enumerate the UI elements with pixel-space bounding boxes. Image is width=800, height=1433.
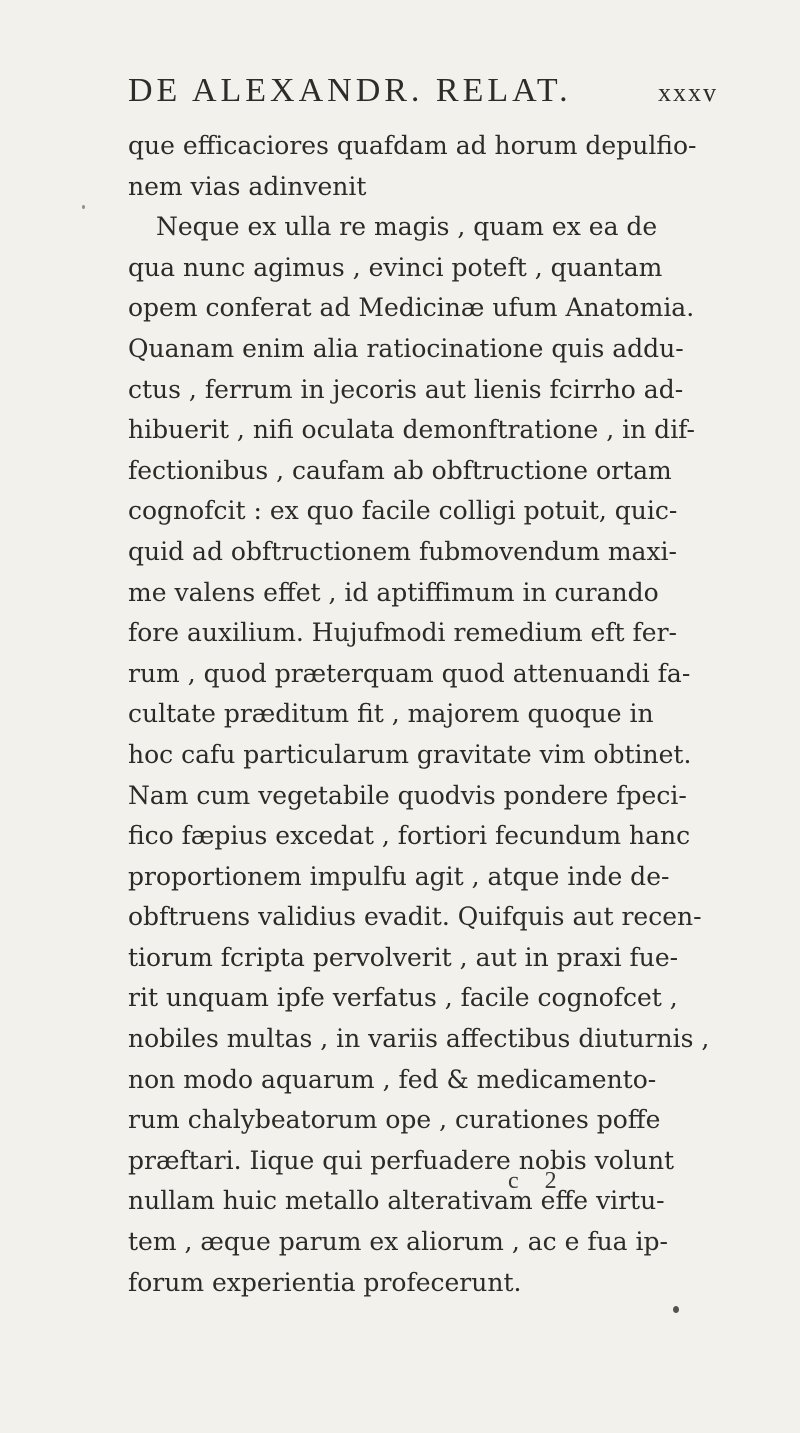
text-line: fectionibus , caufam ab obftructione ortam <box>128 455 672 485</box>
text-line: hibuerit , nifi oculata demonftratione , in dif- <box>128 415 695 445</box>
text-line: opem conferat ad Medicinæ ufum Anatomia. <box>128 293 695 323</box>
running-head-title: DE ALEXANDR. RELAT. <box>128 72 572 109</box>
text-line: rit unquam ipfe verfatus , facile cognofcet , <box>128 983 678 1013</box>
text-line: Quanam enim alia ratiocinatione quis addu- <box>128 333 684 363</box>
text-line: rum , quod præterquam quod attenuandi fa- <box>128 658 691 688</box>
text-line: que efficaciores quafdam ad horum depulfio- <box>128 131 697 160</box>
text-line: obftruens validius evadit. Quifquis aut recen- <box>128 902 702 932</box>
text-line: nobiles multas , in variis affectibus diuturnis , <box>128 1024 710 1054</box>
text-line: rum chalybeatorum ope , curationes poffe <box>128 1105 661 1135</box>
text-line: fico fæpius excedat , fortiori fecundum hanc <box>128 821 691 851</box>
text-line: nem vias adinvenit <box>128 171 367 201</box>
text-line: me valens effet , id aptiffimum in curando <box>128 577 659 607</box>
text-line: Neque ex ulla re magis , quam ex ea de <box>156 212 658 242</box>
text-line: cognofcit : ex quo facile colligi potuit, quic- <box>128 496 678 526</box>
ink-speck <box>673 1306 679 1313</box>
text-line: hoc cafu particularum gravitate vim obtinet. <box>128 739 692 769</box>
ink-speck <box>82 205 85 209</box>
text-line: præftari. Iique qui perfuadere nobis volunt <box>128 1145 675 1175</box>
text-line: tem , æque parum ex aliorum , ac e fua ip- <box>128 1227 668 1257</box>
text-line: qua nunc agimus , evinci poteft , quantam <box>128 252 663 282</box>
running-head <box>128 72 718 112</box>
text-line: nullam huic metallo alterativam effe virtu- <box>128 1186 665 1216</box>
text-line: fore auxilium. Hujufmodi remedium eft fer- <box>128 618 677 648</box>
text-line: quid ad obftructionem fubmovendum maxi- <box>128 536 677 566</box>
text-line: forum experientia profecerunt. <box>128 1267 522 1297</box>
page-number: xxxv <box>658 78 718 107</box>
text-line: Nam cum vegetabile quodvis pondere fpeci- <box>128 780 687 810</box>
text-line: tiorum fcripta pervolverit , aut in praxi fue- <box>128 942 679 972</box>
text-line: non modo aquarum , fed & medicamento- <box>128 1064 657 1094</box>
text-line: proportionem impulfu agit , atque inde de- <box>128 861 670 891</box>
text-line: ctus , ferrum in jecoris aut lienis fcirrho ad- <box>128 374 684 404</box>
body-text <box>128 126 718 1303</box>
signature-mark: c 2 <box>508 1168 567 1194</box>
text-line: cultate præditum fit , majorem quoque in <box>128 699 654 729</box>
